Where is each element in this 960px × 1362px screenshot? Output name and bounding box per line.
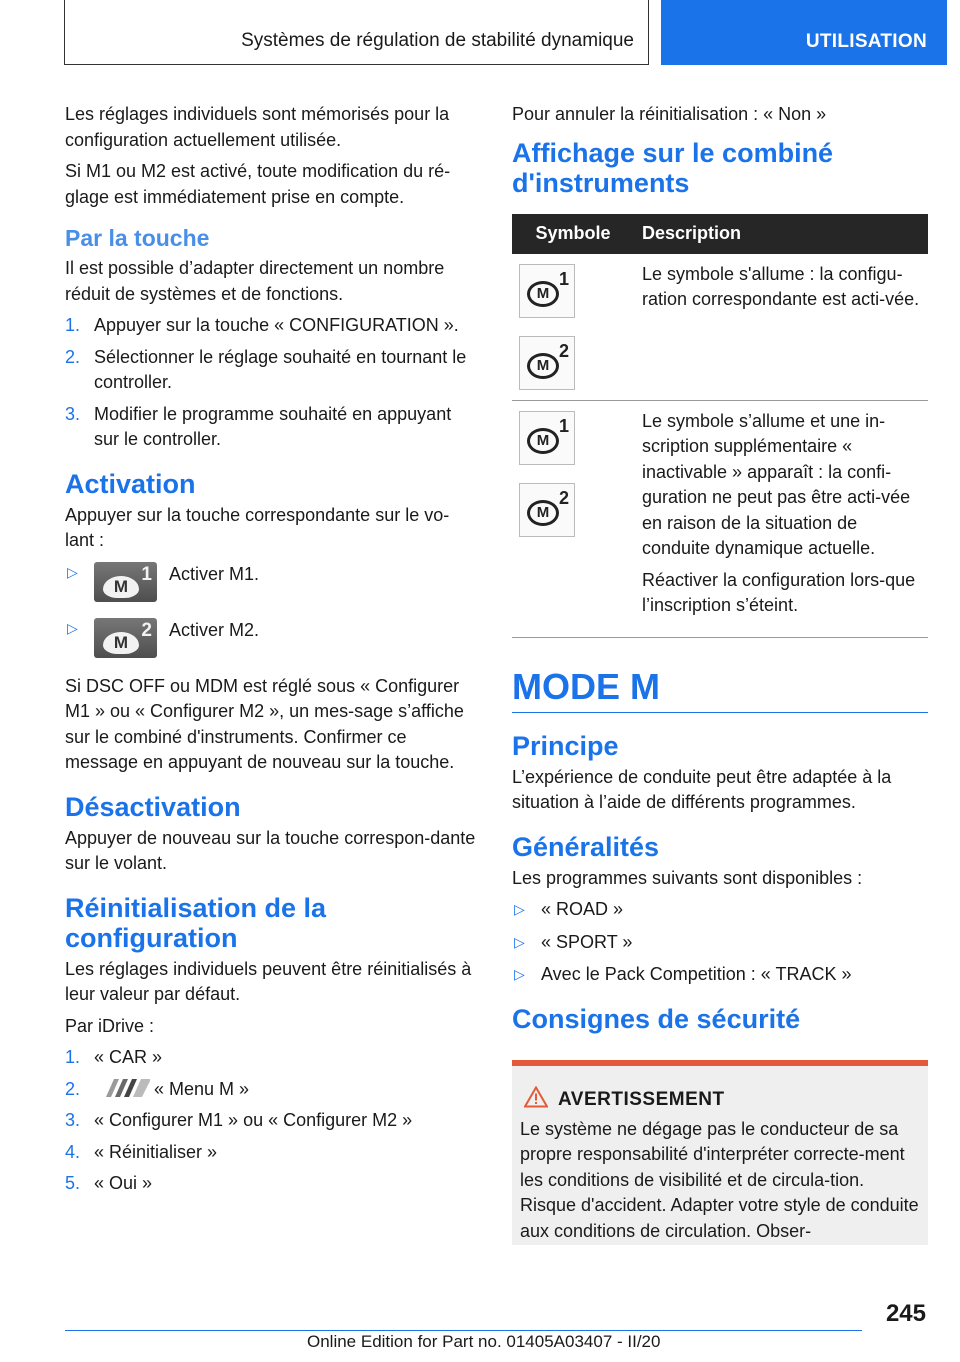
step-text: Sélectionner le réglage souhaité en tournant le controller. [94, 346, 467, 392]
description-text: Le symbole s'allume : la configu‐ration correspondante est acti‐vée. [642, 263, 920, 309]
activation-item-m1 [65, 562, 477, 608]
step-item [65, 1045, 477, 1071]
activation-label: Activer M1. [169, 563, 260, 584]
paragraph: Les programmes suivants sont disponibles : [512, 867, 863, 888]
column-header-symbole: Symbole [512, 214, 634, 254]
section-title-consignes: Consignes de sécurité [512, 1003, 801, 1034]
step-text: « Réinitialiser » [94, 1141, 218, 1162]
header-title-box [64, 0, 649, 65]
triangle-bullet-icon: ▷ [514, 933, 525, 950]
step-number: 5. [65, 1173, 81, 1193]
section-title-generalites: Généralités [512, 831, 660, 862]
table-header-row [512, 214, 928, 254]
step-number: 3. [65, 403, 81, 424]
symbol-cell [512, 254, 634, 401]
table-row [512, 400, 928, 637]
step-number: 3. [65, 1110, 81, 1130]
m2-display-icon: M 2 [519, 483, 575, 537]
chapter-title-mode-m: MODE M [512, 666, 928, 713]
section-title-activation: Activation [65, 468, 196, 499]
section-title-principe: Principe [512, 730, 619, 761]
step-item [65, 1108, 477, 1134]
description-text: Réactiver la configuration lors‐que l’inscription s’éteint. [642, 569, 916, 615]
footer-edition: Online Edition for Part no. 01405A03407 - II/20 [307, 1332, 661, 1351]
section-title-reinitialisation: Réinitialisation de la configuration [65, 892, 327, 953]
paragraph: Les réglages individuels sont mémorisés pour la configuration actuellement utilisée. [65, 104, 450, 150]
list-item: ▷ Avec le Pack Competition : « TRACK » [512, 962, 928, 988]
step-item [65, 345, 477, 396]
m2-display-icon: M 2 [519, 336, 575, 390]
subsection-title-touche: Par la touche [65, 225, 210, 251]
list-item: ▷ « SPORT » [512, 930, 928, 956]
left-column [65, 102, 477, 1203]
header-title: Systèmes de régulation de stabilité dynamique [241, 30, 634, 51]
paragraph: L’expérience de conduite peut être adaptée à la situation à l’aide de différents programmes. [512, 766, 892, 812]
step-text: Appuyer sur la touche « CONFIGURATION ». [94, 315, 459, 335]
triangle-bullet-icon: ▷ [514, 966, 525, 982]
paragraph: Pour annuler la réinitialisation : « Non » [512, 104, 827, 124]
right-column [512, 102, 928, 1245]
paragraph: Il est possible d’adapter directement un nombre réduit de systèmes et de fonctions. [65, 258, 445, 304]
section-title-affichage: Affichage sur le combiné d'instruments [512, 137, 834, 198]
reinit-steps [65, 1045, 477, 1197]
step-text: Modifier le programme souhaité en appuyant sur le controller. [94, 403, 452, 449]
column-header-description: Description [634, 214, 928, 254]
step-text: « Oui » [94, 1173, 153, 1193]
warning-label: AVERTISSEMENT [558, 1088, 725, 1110]
triangle-bullet-icon: ▷ [67, 563, 78, 580]
step-number: 2. [65, 346, 81, 367]
header-section-label: UTILISATION [805, 31, 927, 52]
step-item [65, 1140, 477, 1166]
description-cell [634, 254, 928, 401]
step-item [65, 1171, 477, 1197]
triangle-bullet-icon: ▷ [67, 619, 78, 636]
description-text: Le symbole s’allume et une in‐scription supplémentaire « inactivable » apparaît : la confi‐guration ne peut pas être acti‐vée en raison de la situation de conduite dynamique actuelle. [642, 410, 911, 558]
warning-triangle-icon [524, 1086, 548, 1108]
symbol-cell [512, 400, 634, 637]
list-item: ▷ « ROAD » [512, 897, 928, 923]
step-item [65, 402, 477, 453]
step-number: 1. [65, 1047, 81, 1067]
activation-item-m2 [65, 618, 477, 664]
step-text: « Menu M » [154, 1078, 250, 1099]
triangle-bullet-icon: ▷ [514, 901, 525, 917]
step-text: « CAR » [94, 1047, 163, 1067]
symbol-table [512, 214, 928, 638]
step-number: 2. [65, 1078, 81, 1099]
m-menu-stripes-icon [100, 1079, 150, 1097]
warning-box [512, 1060, 928, 1245]
m1-display-icon: M 1 [519, 411, 575, 465]
step-item [65, 313, 477, 339]
step-item [65, 1077, 477, 1103]
page-number: 245 [885, 1300, 926, 1327]
paragraph: Les réglages individuels peuvent être réinitialisés à leur valeur par défaut. [65, 958, 472, 1004]
paragraph: Appuyer de nouveau sur la touche correspon‐dante sur le volant. [65, 827, 476, 873]
warning-text: Le système ne dégage pas le conducteur de sa propre responsabilité d'interpréter correcte‐ment les conditions de visibilité et de circula‐tion. Risque d'accident. Adapter votre style de conduite aux conditions de circulation. Obser‐ [520, 1118, 919, 1241]
paragraph: Si M1 ou M2 est activé, toute modification du ré‐glage est immédiatement prise en compte. [65, 161, 451, 207]
section-title-desactivation: Désactivation [65, 791, 241, 822]
m1-button-icon: M 1 [94, 562, 157, 602]
step-text: « Configurer M1 » ou « Configurer M2 » [94, 1110, 413, 1130]
activation-label: Activer M2. [169, 619, 260, 640]
step-number: 4. [65, 1141, 81, 1162]
warning-heading [520, 1086, 920, 1111]
footer-divider [65, 1330, 862, 1331]
program-list [512, 897, 928, 988]
paragraph: Par iDrive : [65, 1015, 155, 1036]
header-section-tab[interactable] [661, 0, 947, 65]
table-row [512, 254, 928, 401]
paragraph: Appuyer sur la touche correspondante sur le vo‐lant : [65, 504, 450, 550]
description-cell [634, 400, 928, 637]
m1-display-icon: M 1 [519, 264, 575, 318]
step-number: 1. [65, 315, 81, 335]
paragraph: Si DSC OFF ou MDM est réglé sous « Configurer M1 » ou « Configurer M2 », un mes‐sage s’affiche sur le combiné d'instruments. Confirmer ce message en appuyant de nouveau sur la touche. [65, 675, 464, 772]
m2-button-icon: M 2 [94, 618, 157, 658]
touche-steps [65, 313, 477, 453]
